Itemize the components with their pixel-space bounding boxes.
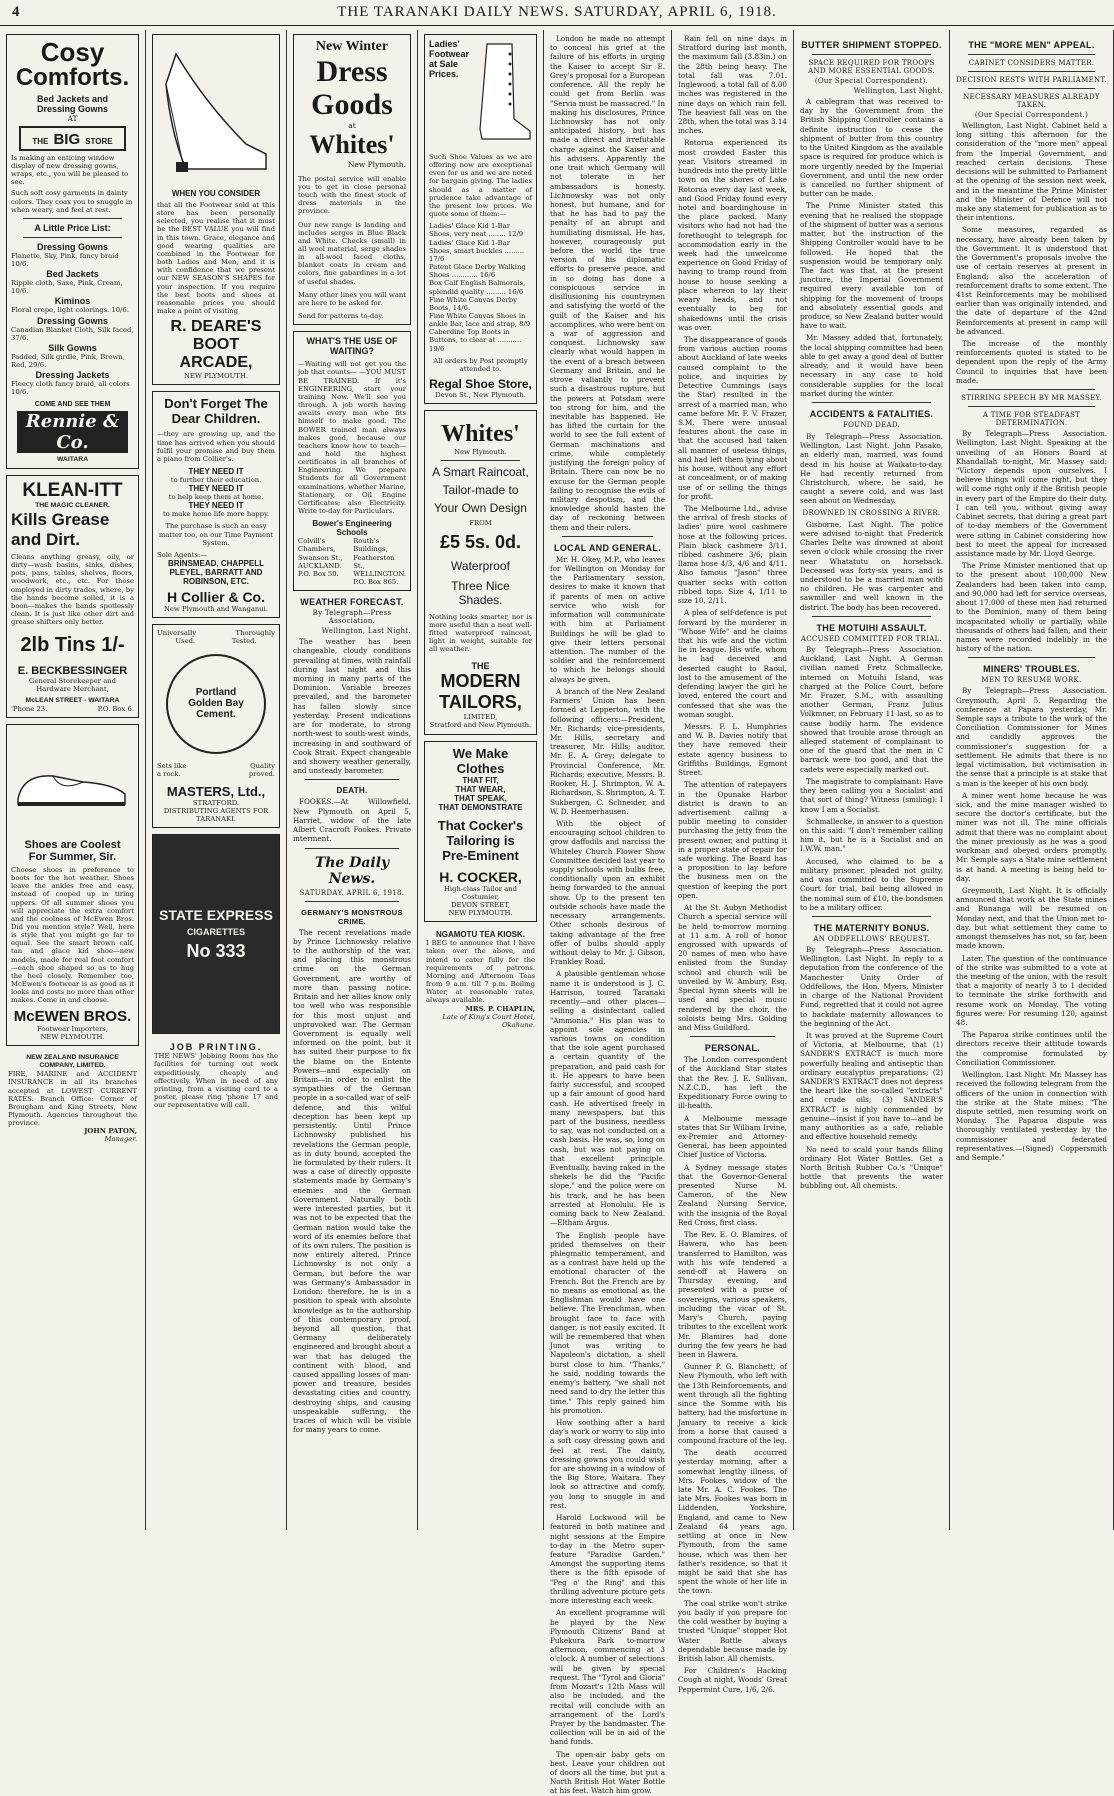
state-express-brand: STATE EXPRESS — [159, 906, 273, 923]
column-1 — [0, 30, 146, 1530]
job-printing-ad: JOB PRINTING. THE NEWS' Jobbing Room has the facilities for turning out work expeditiously, cheaply and effectively. When in need of any printing, from a visiting card to a poster, please ring 'phone 17 and our representative will call. — [154, 1042, 278, 1110]
maternity-heading: THE MATERNITY BONUS. — [813, 922, 930, 933]
weather-heading: WEATHER FORECAST. — [300, 597, 404, 608]
column-4 — [418, 30, 544, 1530]
butter-heading: BUTTER SHIPMENT STOPPED. — [801, 40, 942, 50]
price-list: Dressing Gowns Flanette, Sky, Pink, fancy braid 10/6. Bed Jackets Ripple cloth, Saxe, Pink, Cream, 10/6. Kiminos Floral crepe, light colorings. 10/6. Dressing Gowns Canadian Blanket Cloth, Silk faced, 37/6. Silk Gowns Padded, Silk girdle, Pink, Brown, Red, 29/6. Dressing Jackets Fleecy cloth fancy braid, all colors 10/6. — [11, 241, 134, 397]
deare-body: that all the Footwear sold at this store has been personally selected, you realise that it must be the BEST VALUE you will find in this town. Grace, elegance and good wearing qualities are combined in the Footwear for both Ladies and Men, and it is with confidence that we present our NEW SEASON'S SHAPES for your inspection. If you require the best boots and shoes at reasonable prices you should make a point of visiting — [157, 201, 275, 316]
mcewen-tag: Footwear Importers, — [36, 1024, 109, 1033]
collier-towns: New Plymouth and Wanganui. — [164, 605, 268, 614]
cosy-intro: Is making an enticing window display of new dressing gowns, wraps, etc., you will be pleased to see. — [11, 153, 129, 187]
masthead-title: THE TARANAKI DAILY NEWS. SATURDAY, APRIL 6, 1918. — [337, 4, 777, 20]
motuihi-heading: THE MOTUIHI ASSAULT. — [816, 622, 927, 633]
insurance-ad — [6, 1052, 139, 1146]
mcewen-ad — [6, 724, 139, 1046]
modern-tailors-name: MODERN — [440, 671, 521, 692]
masthead — [0, 0, 1114, 26]
insurance-body: FIRE, MARINE and ACCIDENT INSURANCE in all its branches accepted at LOWEST CURRENT RATES. Branch Office: Corner of Brougham and King Streets, New Plymouth. Agencies throughout the province. — [8, 1070, 137, 1128]
more-men-body: Wellington, Last Night. Cabinet held a long sitting this afternoon for the consideration of the "more men" appeal from the Imperial Government, and reached certain decisions. These decisions will be submitted to Parliament at the opening of the session next week, and in the meantime the Prime Minister and the Minister of Defence will not make any statement for publication as to their intentions. Some measures, regarded as necessary, have already been taken by the Government. It is understood that the Government's proposals involve the use of certain reserves at present in England; also the acceleration of reinforcement drafts to some extent. The 41st Reinforcements may be mobilised earlier than was originally intended, and the date of departure of the 42nd Reinforcements at present in camp will be advanced. The increase of the monthly reinforcements quoted is stated to be dependent upon the reply of the Army Council to inquiries that have been made. — [956, 121, 1107, 385]
bowers-title: WHAT'S THE USE OF WAITING? — [306, 336, 398, 357]
state-express-number: No 333 — [186, 940, 246, 961]
daily-news-nameplate: The Daily News. — [314, 854, 390, 887]
come-see: COME AND SEE THEM — [34, 400, 111, 408]
cosy-intro-2: Such soft cosy garments in dainty colors. They coax you to snuggle in when weary, and feel at rest. — [11, 189, 133, 214]
big-store-logo: THE BIG STORE — [19, 126, 126, 151]
collier-title-1: Don't Forget The — [164, 396, 268, 412]
accidents-heading: ACCIDENTS & FATALITIES. — [809, 409, 934, 419]
whites-name-2: Whites' — [441, 421, 520, 448]
kills-grease: Kills Grease — [11, 509, 110, 529]
shoe-illustration — [11, 729, 134, 839]
motuihi-body: By Telegraph—Press Association. Auckland, Last Night. A German civilian named Fretz Schmallecke, interned on Motuihi Island, was charged at the Police Court, before Mr. Frazer, S.M., with assaulting another German, Franz Julius Volkmner, on February 11 last, so as to cause bodily harm. The evidence showed that trouble arose through an alleged statement of complainant to one of the guard that the men in C barrack were too good, and that the cadets were especially marked out. The magistrate to complainant: Have they been calling you a Socialist and that sort of thing? Witness (smiling): I know I am a Socialist. Schmallecke, in answer to a question on this said: "I don't remember calling him it, but he is a Socialist and an I.W.W. man." Accused, who claimed to be a military prisoner, pleaded not guilty, and was committed to the Supreme Court for trial, bail being allowed in the nominal sum of £10, the bondsmen to be a military officer. — [800, 644, 943, 912]
collier-purchase: The purchase is such an easy matter too, on our Time Payment System. — [158, 522, 274, 547]
whites-name: Whites' — [309, 130, 395, 160]
cocker-title: We Make Clothes — [452, 745, 509, 776]
mcewen-title-2: For Summer, Sir. — [28, 850, 117, 863]
massey-heading: STIRRING SPEECH BY MR MASSEY. — [961, 394, 1102, 403]
miners-heading: MINERS' TROUBLES. — [983, 664, 1080, 675]
and-dirt: and Dirt. — [11, 529, 80, 549]
column-7: BUTTER SHIPMENT STOPPED. SPACE REQUIRED FOR TROOPS AND MORE ESSENTIAL GOODS. (Our Special Correspondent). Wellington, Last Night. A cablegram that was received to-day by the Government from the British Shipping Controller contains a definite instruction to cease the shipment of butter from this country to the United Kingdom as the available space is required for produce which is more urgently needed by the Imperial Government, and until the new order is cancelled no further shipment of butter can be made. The Prime Minister stated this evening that he realised the stoppage of the shipment of butter was a serious matter, but the instruction of the Shipping Controller would have to be followed. He hoped that the suspension would be temporary only. The fact was that, at the present juncture, the Imperial Government required every available ton of shipping for the movement of troops and absolutely essential goods and produce, so New Zealand butter would have to wait. Mr. Massey added that, fortunately, the local shipping committee had been able to get away a good deal of butter already, and it would have been necessary in any case to hold considerable supplies for the local market during the winter. ACCIDENTS & FATALITIES. FOUND DEAD. By Telegraph—Press Association. Wellington, Last Night. John Pasako, an elderly man, married, was found dead in his house at Waikato-to-day. He had recently returned from Christchurch, where, he said, he caught a severe cold, and was last seen about on Wednesday. DROWNED IN CROSSING A RIVER. Gisborne, Last Night. The police were advised to-night that Frederick Charles Delte was drowned at about seven o'clock while crossing the river near Whatatutu on horseback. Deceased was forty-six years, and is understood to be a married man with no children. He was carpenter and sawmiller and well known in the district. The body has been recovered. THE MOTUIHI ASSAULT. ACCUSED COMMITTED FOR TRIAL. By Telegraph—Press Association. Auckland, Last Night. A German civilian named Fretz Schmallecke, interned on Motuihi Island, was charged at the Police Court, before Mr. Frazer, S.M., with assaulting another German, Franz Julius Volkmner, on February 11 last, so as to cause bodily harm. The evidence showed that trouble arose through an alleged statement of complainant to one of the guard that the men in C barrack were too good, and that the cadets were especially marked out. The magistrate to complainant: Have they been calling you a Socialist and that sort of thing? Witness (smiling): I know I am a Socialist. Schmallecke, in answer to a question on this said: "I don't remember calling him it, but he is a Socialist and an I.W.W. man." Accused, who claimed to be a military prisoner, pleaded not guilty, and was committed to the Supreme Court for trial, bail being allowed in the nominal sum of £10, the bondsmen to be a military officer. THE MATERNITY BONUS. AN ODDFELLOWS' REQUEST. By Telegraph—Press Association. Wellington, Last Night. In reply to a deputation from the conference of the Manchester Unity Order of Oddfellows, the Hon. Myers, Minister in charge of the National Provident Fund, regretted that it could not agree to backdate maternity allowances to the beginning of the Act. It was proved at the Supreme Court of Victoria, at Melbourne, that (1) SANDER'S EXTRACT is much more powerfully healing and antiseptic than ordinary eucalyptus preparations; (2) SANDER'S EXTRACT does not depress the heart like the so-called "extracts" and crude oils; (3) SANDER'S EXTRACT is highly commended by genuine—insist if you have to—and be many authorities as a safe, reliable and effective household remedy. No need to scald your hands filling ordinary Hot Water Bottles. Get a North British Rubber Co.'s "Unique" bottle that prevents the water bubbling out. All chemists. — [794, 30, 950, 1530]
mcewen-town: NEW PLYMOUTH. — [40, 1032, 105, 1041]
mcewen-name: McEWEN BROS. — [13, 1007, 132, 1025]
cocker-ad: We Make Clothes THAT FIT, THAT WEAR, THAT SPEAK, THAT DEMONSTRATE That Cocker's Tailoring is Pre-Eminent H. COCKER, High-class Tailor and Costumier, DEVON STREET, NEW PLYMOUTH. — [424, 741, 537, 923]
klean-contact: 'Phone 23. P.O. Box 6. — [11, 704, 134, 713]
accidents-body: FOUND DEAD. By Telegraph—Press Association. Wellington, Last Night. John Pasako, an elderly man, married, was found dead in his house at Waikato-to-day. He had recently returned from Christchurch, where, he said, he caught a severe cold, and was last seen about on Wednesday. DROWNED IN CROSSING A RIVER. Gisborne, Last Night. The police were advised to-night that Frederick Charles Delte was drowned at about seven o'clock while crossing the river near Whatatutu on horseback. Deceased was forty-six years, and is understood to be a married man with no children. He was carpenter and sawmiller and well known in the district. The body has been recovered. — [800, 421, 943, 612]
maternity-body: By Telegraph—Press Association. Wellington, Last Night. In reply to a deputation from the conference of the Manchester Unity Order of Oddfellows, the Hon. Myers, Minister in charge of the National Provident Fund, regretted that it could not agree to backdate maternity allowances to the beginning of the Act. It was proved at the Supreme Court of Victoria, at Melbourne, that (1) SANDER'S EXTRACT is much more powerfully healing and antiseptic than ordinary eucalyptus preparations; (2) SANDER'S EXTRACT does not depress the heart like the so-called "extracts" and crude oils; (3) SANDER'S EXTRACT is highly commended by genuine—insist if you have to—and be many authorities as a safe, reliable and effective household remedy. No need to scald your hands filling ordinary Hot Water Bottles. Get a North British Rubber Co.'s "Unique" bottle that prevents the water bubbling out. All chemists. — [800, 944, 943, 1191]
mcewen-title-1: Shoes are Coolest — [24, 838, 121, 851]
miners-body: By Telegraph—Press Association. Greymouth, April 5. Regarding the conference at Papara yesterday, Mr. Semple says a tribute to the work of the Conciliation Commissioner for Mines and candidly approves the commissioner's suggestion for a settlement. He admits that there is no legal victimisation, but victimisation in the sense that a principle is at stake that a man is the keeper of his own body. A miner went home because he was sick, and the mine manager wished to secure the doctor's certificate, but the miner was not ill. The mine officials admit that there was no complaint about the miner previously as he was a good workman and obeyed orders promptly. Mr. Semple says a State mine settlement is at hand. A meeting is being held to-day. Greymouth, Last Night. It is officially announced that work at the State mines and Runanga will be resumed on Monday next, and that the Union met to-day, but what settlement they came to amongst themselves has not, so far, been made known. Later. The question of the continuance of the strike was submitted to a vote at the meeting of the union, with the result that a majority of nearly 3 to 1 decided to terminate the strike forthwith and resume work on Monday. The voting figures were: For resuming 120, against 48. The Paparoa strike continues until the directors receive their attitude towards the compromise formulated by Conciliation Commissioner. Wellington, Last Night. Mr. Massey has received the following telegram from the officers of the union in connection with the strike at the State mines: "The dispute settled, men resuming work on Monday. The Paparoa dispute was thoroughly ventilated yesterday by the commissioner and federated representatives.—(Signed) Coppersmith and Semple." — [956, 686, 1107, 1163]
insurance-agent: JOHN PATON, — [84, 1127, 137, 1136]
massey-body: By Telegraph—Press Association. Wellington, Last Night. Speaking at the unveiling of an Honors Board at Khandallah to-night, Mr. Massey said: "Victory depends upon ourselves. I believe things will come right, but they will come right only if the British people in every part of the Empire do their duty. I can tell you, without giving away Cabinet secrets, that during a great part of to-day members of the Government were sitting in Cabinet considering how best to meet the appeal for increased assistance made by Mr. Lloyd George. The Prime Minister mentioned that up to the present about 100,000 New Zealanders had been taken into camp, and 90,000 had left for service overseas, about 17,000 of these men had returned to the Dominion, many of them being incapacitated wholly or partially, while thousands of others had fallen, and their names were recorded indelibly in the history of the nation. — [956, 429, 1107, 654]
masters-name: MASTERS, Ltd., — [166, 783, 266, 799]
mcewen-body: Choose shoes in preference to boots for the hot weather. Shoes leave the ankles free and easy, instead of cooped up in tiring uppers. Of all summer shoes you will appreciate the extra comfort and the coolness of McEwen Bros. Did you mention style? Well, here is style that you might go far to equal. See the smart brown calf, tan and glace kid shoe—new models, made for real foot comfort—each shoe shaped so as to hug the heel closely. Remember too, McEwen's footwear is as good as it looks and costs no more than other makes. Come in and choose. — [11, 865, 134, 1005]
klean-address: McLEAN STREET - WAITARA — [25, 696, 120, 704]
whites-dress-ad: New Winter Dress Goods at Whites' New Plymouth. The postal service will enable you to get in close personal touch with the finest stock of dress materials in the province. Our new range is landing and includes serges in Blue Black and White. Checks (small) in all wool material, serge shades in all-wool faced cloths, blanket coats in cream and colors, fine gabardines in a lot of useful shades. Many other lines you will want are here to be asked for. Send for patterns to-day. — [293, 34, 411, 325]
editorial-body: The recent revelations made by Prince Lichnowsky relative to the authorship of the war, and placing this monstrous crime on the German Government, are worthy of more than passing notice. Britain and her allies know only too well who was responsible for this most unjust and unprovoked war. The German Government is equally well informed on the point, but it has suited their purpose to fix the blame on the Entente Powers—and especially on Britain—in order to enlist the sympathies of the German people in a so-called war of self-defence, and this wilful deception has been kept up persistently. Until Prince Lichnowsky published his revelations the German people, as in duty bound, accepted the lie formulated by their rulers. It was a case of directly opposite statements made by Germany's enemies and the German Government. Naturally both were interested parties, but it was not to be expected that the German nation would take the word of its enemies before that of its own rulers. The position is now entirely altered. Prince Lichnowsky is not only a German, but before the war was Germany's Ambassador in London; therefore, he is in a position to speak with absolute knowledge as to the authorship of this contemporary proof, beyond all question, that Germany deliberately engineered and brought about a war that has deluged the continent with blood, and caused appalling losses of man-power and treasure, besides devastating cities and country, destroying ships, and causing unspeakable suffering, the traces of which will be visible for many years to come. — [293, 927, 411, 1435]
klean-seller-desc: General Storekeeper and Hardware Merchant, — [29, 677, 116, 694]
klean-tins: 2lb Tins 1/- — [20, 634, 125, 657]
cocker-name: H. COCKER, — [439, 868, 522, 885]
rennie-logo: Rennie & Co. — [17, 411, 128, 453]
ladies-shoe-icon — [156, 44, 276, 184]
local-general-body: Mr. H. Okey, M.P., who leaves for Wellington on Monday for the Parliamentary session, desires to make it known that if parents of men on active service who wish for information will communicate with him at Parliament Buildings he will be glad to give their letters personal attention. The number of the soldier and the reinforcement to which he belongs should always be given. A branch of the New Zealand Farmers' Union has been formed at Lepperton, with the following officers:—President, Mr. Richards; vice-presidents, Mr. Hills, secretary and treasurer, Mr. Hills; auditor, Mr. E. A. Grey; delegate to Provincial Conference, Mr. Richards; executive, Messrs. B. Rooker, H. J. Shrimpton, W. A. Richardson, S. Shrimpton, A. T. Sukbergen, C. Schneider, and W. D. Heemerhausen. With the object of encouraging school children to grow daffodils and narcissi the Whiteley Church Flower Show Committee decided last year to supply schools with bulbs free, conditionally upon an exhibit being forwarded to the annual show. Up to the present ten outside schools have made the necessary arrangements. Other schools desirous of taking advantage of the free offer of bulbs should apply without delay to Mr. J. Gibson, Frankley Road. A plausible gentleman whose name it is understood is J. C. Harrison, toured Taranaki recently—and other places—selling a disinfectant called "Ammonia." His plan was to appoint sole agencies in various towns on condition that the sole agent purchased a certain quantity of the preparation, and paid cash for it. He appears to have been fairly successful, and scooped up a fair amount of good hard cash. He advertised freely in many newspapers, but this part of the business, needless to say, was not conducted on a cash basis. He was, so, long on cash, but was not paying on that excellent principle. Eventually, having raked in the shekels he did the "Pacific slope," and the police were on his track, and he has been arrested at Honolulu. He is coming back to New Zealand.—Eltham Argus. The English people have prided themselves on their phlegmatic temperament, and as a contrast have held up the emotional character of the French. But the French are by no means as emotional as the Englishman would have one believe. The Frenchman, when brought face to face with danger, is not easily excited. It will be remembered that when Junot was writing to Napoleon's dictation, a shell burst close to him. "Thanks," he said, nodding towards the enemy's battery, "we shall not need sand to dry the letter this time." This reply gained him his promotion. How soothing after a hard day's work or worry to slip into a soft cosy dressing gown and feel at rest. The dainty, dressing gowns you could wish for are showing in a window of the Big Store, Waitara. They look so attractive and comfy, you long to snuggle in and rest. Harold Lockwood will be featured in both matinee and night sessions at the Empire to-day in the Metro super-feature "Paradise Garden." Amongst the supporting items there is the fifth episode of "Peg o' the Ring" and this thrilling adventure picture gets more interesting each week. An excellent programme will be played by the New Plymouth Citizens' Band at Pukekura Park to-morrow afternoon, commencing at 3 o'clock. A number of selections will be given by special request. The "Tyrol and Gloria" from Mozart's 12th Mass will also be included, and the recital will conclude with an arrangement of the Lord's Prayer by the bandmaster. The collection will be in aid of the band funds. The open-air baby gets on best. Leave your children out of doors all the time, but put a North British Hot Water Bottle at his feet. Watch him grow. — [550, 554, 665, 1796]
column-2 — [146, 30, 287, 1530]
cosy-sub-1: Bed Jackets and — [36, 94, 109, 105]
local-general-heading: LOCAL AND GENERAL. — [554, 542, 661, 553]
deare-name-2: BOOT — [192, 336, 240, 354]
collier-ad: Don't Forget The Dear Children. —they are growing up, and the time has arrived when you should fulfil your promise and buy them a piano from Collier's. THEY NEED IT to further their education. THEY NEED IT to help keep them at home. THEY NEED IT to make home life more happy. The purchase is such an easy matter too, on our Time Payment System. Sole Agents:— BRINSMEAD, CHAPPELL PLEYEL, BARRATT AND ROBINSON, ETC. H Collier & Co. New Plymouth and Wanganui. — [152, 391, 280, 618]
bowers-ad: WHAT'S THE USE OF WAITING? —Waiting will not get you the job that counts— —YOU MUST BE TRAINED. If it's ENGINEERING, start your training Now. We'll see you through. A job worth having awaits every man who fits himself to make good. The BOWER trained man always makes good, because our teachers know how to teach—and hold the highest certificates in all branches of Engineering. We prepare Students for all Government examinations, whether Marine, Stationary, or Oil Engine Certificates; also Electricity. Write to-day for Particulars. Bower's Engineering Schools Colvill's Chambers, Swanson St., AUCKLAND. P.O. Box 50. Routh's Buildings, Featherston St., WELLINGTON. P.O. Box 865. — [293, 331, 411, 591]
rennie-waitara: WAITARA — [56, 455, 89, 463]
klean-itt-ad — [6, 475, 139, 718]
insurance-title: NEW ZEALAND INSURANCE COMPANY, LIMITED. — [26, 1053, 119, 1070]
column-6 — [672, 30, 794, 1694]
collier-title-2: Dear Children. — [171, 411, 261, 427]
column-3: New Winter Dress Goods at Whites' New Plymouth. The postal service will enable you to get in close personal touch with the finest stock of dress materials in the province. Our new range is landing and includes serges in Blue Black and White. Checks (small) in all wool material, serge shades in all-wool faced cloths, blanket coats in cream and colors, fine gabardines in a lot of useful shades. Many other lines you will want are here to be asked for. Send for patterns to-day. WHAT'S THE USE OF WAITING? —Waiting will not get you the job that counts— —YOU MUST BE TRAINED. If it's ENGINEERING, start your training Now. We'll see you through. A job worth having awaits every man who fits himself to make good. The BOWER trained man always makes good, because our teachers know how to teach—and hold the highest certificates in all branches of Engineering. We prepare Students for all Government examinations, whether Marine, Stationary, or Oil Engine Certificates; also Electricity. Write to-day for Particulars. Bower's Engineering Schools Colvill's Chambers, Swanson St., AUCKLAND. P.O. Box 50. Routh's Buildings, Featherston St., WELLINGTON. P.O. Box 865. WEATHER FORECAST. By Telegraph—Press Association. Wellington, Last Night. The weather has been changeable, cloudy conditions prevailing at times, with rainfall during last night and this morning in many parts of the Dominion. Variable breezes prevailed, and the barometer has fallen slowly since yesterday. Present indications are for moderate, to strong north-west to south-west winds, increasing in and southward of Cook Strait. Expect changeable and showery weather generally, and unsteady barometer. DEATH. FOOKES.—At Willowfield, New Plymouth on April 5, Harriet, widow of the late Albert Cracroft Fookes. Private interment. The Daily News. SATURDAY, APRIL 6, 1918. GERMANY'S MONSTROUS CRIME. The recent revelations made by Prince Lichnowsky relative to the authorship of the war, and placing this monstrous crime on the German Government, are worthy of more than passing notice. Britain and her allies know only too well who was responsible for this most unjust and unprovoked war. The German Government is equally well informed on the point, but it has suited their purpose to fix the blame on the Entente Powers—and especially on Britain—in order to enlist the sympathies of the German people in a so-called war of self-defence, and this wilful deception has been kept up persistently. Until Prince Lichnowsky published his revelations the German people, as in duty bound, accepted the lie formulated by their rulers. It was a case of directly opposite statements made by Germany's enemies and the German Government. Naturally both were interested parties, but it was not to be expected that the German nation would take the word of its enemies before that of its own rulers. The position is now entirely altered. Prince Lichnowsky is not only a German, but before the war was Germany's Ambassador in London; therefore, he is in a position to speak with absolute knowledge as to the authorship of this contemporary proof, beyond all question, that Germany deliberately engineered and brought about a war that has deluged the continent with blood, and caused appalling losses of man-power and treasure, besides devastating cities and country, destroying ships, and causing unspeakable suffering, the traces of which will be visible for many years to come. — [287, 30, 418, 1530]
klean-body: Cleans anything greasy, oily, or dirty—wash basins, sinks, dishes, pots, pans, tables, shelves, floors, woodwork, etc., etc. For those employed in dirty trades, where, by the hands become soiled, it is a boon—makes the hands spotlessly clean. It is just like other dirt and grease shifters only better. — [11, 552, 134, 627]
klean-sub: THE MAGIC CLEANER. — [35, 501, 110, 509]
shoe-illustration-2 — [157, 39, 275, 189]
deare-name-3: ARCADE, — [179, 354, 253, 372]
cement-seal: Portland Golden Bay Cement. — [166, 654, 266, 754]
deare-when: WHEN YOU CONSIDER — [171, 189, 261, 198]
button-boot-icon — [472, 39, 532, 149]
klean-seller: E. BECKBESSINGER — [17, 665, 128, 678]
death-notice: FOOKES.—At Willowfield, New Plymouth on April 5, Harriet, widow of the late Albert Cracroft Fookes. Private interment. — [293, 797, 411, 844]
personal-heading: PERSONAL. — [704, 1043, 761, 1054]
column-5 — [544, 30, 672, 1796]
deare-ad — [152, 34, 280, 385]
shoe-icon — [13, 754, 133, 814]
deare-name-1: R. DEARE'S — [170, 318, 262, 336]
bowers-name: Bower's Engineering Schools — [312, 519, 392, 538]
insurance-role: Manager. — [104, 1135, 137, 1144]
price-list-title: A Little Price List: — [34, 222, 111, 233]
editorial-heading: GERMANY'S MONSTROUS CRIME. — [301, 907, 403, 926]
cosy-sub-2: Dressing Gowns — [36, 104, 108, 115]
whites-raincoat-ad: Whites' New Plymouth. A Smart Raincoat, Tailor-made to Your Own Design FROM £5 5s. 0d. Waterproof Three Nice Shades. Nothing looks smarter, nor is more useful than a neat well-fitted waterproof raincoat, light in weight, suitable for all weather. THE MODERN TAILORS, LIMITED, Stratford and New Plymouth. — [424, 410, 537, 734]
raincoat-price: £5 5s. 0d. — [439, 531, 522, 552]
cosy-title: Cosy — [40, 37, 105, 67]
local-general-continuation: Rain fell on nine days in Stratford during last month, the maximum fall (3.83in.) on the 28th being heavy. The total fall was 7.01. Inglewood, a total fall of 8.00 inches was registered in the nine days on which rain fell. The heaviest fall was on the 28th, when the total was 3.14 inches. Rotorua experienced its most crowded Easter this year. Visitors streamed in hundreds into the pretty little town on the shores of Lake Rotorua every day last week, and Good Friday found every hotel and boardinghouse in the place packed. Many visitors who had not had the forethought to telegraph for accommodation early in the week had the unwelcome experience on Good Friday of having to tramp round from house to house seeking a place whereon to lay their weary heads, and not eventually to beg for shakedowns until the crisis was over. The disappearance of goods from various auction rooms about Auckland of late weeks caused complaint to the police, and inquiries by Detective Cummings (says the Star) resulted in the arrest of a married man, who came before Mr. F. V. Frazer, S.M. There were unusual features about the case in that the accused had taken all manner of useless things, and had left them lying about his house, without any effort at concealment, or of making use of or selling the things for profit. The Melbourne Ltd., advise the arrival of fresh stocks of ladies' pure wool cashmere hose at the following prices. Plain black cashmere 3/11, ribbed cashmere 3/6; plain llama hose 4/3, 4/6 and 4/11. Also famous "Jason" three quarter socks with cotton ribbed tops. Size 4, 1/11 to size 10, 2/11. A plea of self-defence is put forward by the murderer in "Whose Wife" and he claims that his wife and the victim lie in league. His wife, whom he had deceived and deserted caught to Raoul, lost to the amusement of the defending lawyer the girl he loved, entered the court and confessed that she was the woman sought. Messrs. F. L. Humphries and W. B. Davies notify that they have removed their estate agency business to Griffiths Buildings, Egmont Street. The attention of ratepayers in the Opunake Harbor district is drawn to an advertisement calling a public meeting to consider purchasing the jetty from the present owner, and putting it in a proper state of repair for safe working. The Board has a proposition to lay before the business men on the question of keeping the port open. At the St. Aubyn Methodist Church a special service will be held to-morrow morning at 11 a.m. A roll of honor engrossed with upwards of 20 names of men who have enlisted from the Sunday school and church will be unveiled by W. Ambury, Esq. Special hymn sheets will be used and special music rendered by the choir, the soloists being Mrs. Golding and Miss Guildford. — [678, 34, 787, 1032]
page-number: 4 — [12, 4, 21, 20]
collier-brands: BRINSMEAD, CHAPPELL PLEYEL, BARRATT AND ROBINSON, ETC. — [167, 559, 264, 587]
kiosk-ad: NGAMOTU TEA KIOSK. I BEG to announce that I have taken over the above, and intend to cater fully for the requirements of patrons. Morning and Afternoon Teas from 9 a.m. till 7 p.m. Boiling Water, at reasonable rates, always available. MRS. P. CHAPLIN, Late of King's Court Hotel, Okahune. — [426, 930, 535, 1029]
state-express-ad: STATE EXPRESS CIGARETTES No 333 — [152, 834, 280, 1034]
goods-title: Goods — [311, 88, 393, 121]
dress-title: Dress — [316, 55, 388, 88]
editorial-continuation: London he made no attempt to conceal his grief at the failure of his efforts in urging the Kaiser to accept Sir E. Grey's proposal for a European conference. All the reply he could get from Berlin was "Servia must be massacred." In making his disclosures, Prince Lichnowsky has not only anticipated history, but has made a direct and irrefutable charge against the Kaiser and his advisers. Apparently the one trait which Germany will not tolerate in her ambassadors is honesty. Lichnowsky was not only honest, but humane, and for that he has had to pay the penalty of an abrupt and humiliating dismissal. He has, however, courageously put before the world the true version of his diplomatic efforts to preserve peace, and in so doing has done a conspicuous service in disillusioning his countrymen and satisfying the world of the guilt of the Kaiser and his accomplices, who were bent on a war of aggression and conquest. Lichnowsky saw clearly what would happen in the event of a breach between Germany and Britain, and he strove valiantly to prevent such a disastrous rupture, but the powers at Potsdam were too strong for him, and the inevitable has happened. He has lifted the curtain for the world to see the full extent of German machinations and crime, while completely justifying the foreign policy of Britain. There can now be no excuse for the German people failing to recognise the evils of military despotism, and the knowledge should hasten the day of reckoning between them and their rulers. — [550, 34, 665, 532]
deare-town: NEW PLYMOUTH. — [183, 372, 249, 381]
regal-shoe-ad: Ladies' Footwear at Sale Prices. Such Shoe Values as we are offering now are exceptional even for us and we are noted for bargain giving. The ladies should as a matter of prudence take advantage of the present low prices. We quote some of them:— Ladies' Glace Kid 1-Bar Shoes, very neat ........ 12/9 Ladies' Glace Kid 1-Bar Shoes, smart buckles ......... 17/6 Patent Glace Derby Walking Shoes ............ 16/6 Box Calf English Balmorals, splendid quality ......... 16/6 Fine White Canvas Derby Boots, 14/6. Fine White Canvas Shoes in ankle Bar, lace and strap, 8/9 Caberdine Top Boots in Buttons, to clear at ........... 19/6 All orders by Post promptly attended to. Regal Shoe Store, Devon St., New Plymouth. — [424, 34, 537, 404]
regal-items: Ladies' Glace Kid 1-Bar Shoes, very neat ........ 12/9 Ladies' Glace Kid 1-Bar Shoes, smart buckles ......... 17/6 Patent Glace Derby Walking Shoes ............ 16/6 Box Calf English Balmorals, splendid quality ......... 16/6 Fine White Canvas Derby Boots, 14/6. Fine White Canvas Shoes in ankle Bar, lace and strap, 8/9 Caberdine Top Boots in Buttons, to clear at ........... 19/6 — [429, 222, 531, 353]
regal-name: Regal Shoe Store, — [429, 377, 532, 392]
more-men-heading: THE "MORE MEN" APPEAL. — [968, 40, 1095, 50]
personal-body: The London correspondent of the Auckland Star states that the Rev. J. E. Sullivan, N.Z.C.D., has left the Expeditionary Force owing to ill-health. A Melbourne message states that Sir William Irvine, ex-Premier and Attorney-General, has been appointed Chief Justice of Victoria. A Sydney message states that the Governor-General presented Nurse M. Cameron, of the New Zealand Nursing Service, with the insignia of the Royal Red Cross, first class. The Rev. E. O. Blamires, of Hawera, who has been transferred to Hamilton, was with his wife tendered a send-off at Hawera on Thursday evening, and presented with a purse of sovereigns, various speakers, including the vicar of St. Mary's Church, paying tributes to the excellent work Mr. Blamires had done during the few years he had been in Hawera. Gunner P. G. Blanchett, of New Plymouth, who left with the 13th Reinforcements, and went through all the fighting since the Somme with his battery, had the misfortune in January to receive a kick from a horse that caused a compound fracture of the leg. The death occurred yesterday morning, after a somewhat lengthy illness, of Mrs. Fookes, widow of the late Mr. A. C. Fookes. The late Mrs. Fookes was born in Liddenden, Yorkshire, England, and came to New Zealand 64 years ago, settling at once in New Plymouth, from the same house, which was then her father's residence, so that it might be said that she has spent the whole of her life in the town. The coal strike won't strike you badly if you prepare for the cold weather by buying a trusted "Unique" stopper Hot Water Bottle always dependable because made by British labor. All chemists. For Children's Hacking Cough at night, Woods' Great Peppermint Cure, 1/6, 2/6. — [678, 1055, 787, 1694]
comforts-title: Comforts. — [15, 64, 130, 91]
cosy-at: AT — [67, 114, 78, 124]
column-8: THE "MORE MEN" APPEAL. CABINET CONSIDERS MATTER. DECISION RESTS WITH PARLIAMENT. NECESSARY MEASURES ALREADY TAKEN. (Our Special Correspondent.) Wellington, Last Night. Cabinet held a long sitting this afternoon for the consideration of the "more men" appeal from the Imperial Government, and reached certain decisions. These decisions will be submitted to Parliament at the opening of the session next week, and in the meantime the Prime Minister and the Minister of Defence will not make any statement for publication as to their intentions. Some measures, regarded as necessary, have already been taken by the Government. It is understood that the Government's proposals involve the use of certain reserves at present in England; also the acceleration of reinforcement drafts to some extent. The 41st Reinforcements may be mobilised earlier than was originally intended, and the date of departure of the 42nd Reinforcements at present in camp will be advanced. The increase of the monthly reinforcements quoted is stated to be dependent upon the reply of the Army Council to inquiries that have been made. STIRRING SPEECH BY MR MASSEY. A TIME FOR STEADFAST DETERMINATION. By Telegraph—Press Association. Wellington, Last Night. Speaking at the unveiling of an Honors Board at Khandallah to-night, Mr. Massey said: "Victory depends upon ourselves. I believe things will come right, but they will come right only if the British people in every part of the Empire do their duty. I can tell you, without giving away Cabinet secrets, that during a great part of to-day members of the Government were sitting in Cabinet considering how best to meet the appeal for increased assistance made by Mr. Lloyd George. The Prime Minister mentioned that up to the present about 100,000 New Zealanders had been taken into camp, and 90,000 had left for service overseas, about 17,000 of these men had returned to the Dominion, many of them being incapacitated wholly or partially, while thousands of others had fallen, and their names were recorded indelibly in the history of the nation. MINERS' TROUBLES. MEN TO RESUME WORK. By Telegraph—Press Association. Greymouth, April 5. Regarding the conference at Papara yesterday, Mr. Semple says a tribute to the work of the Conciliation Commissioner for Mines and candidly approves the commissioner's suggestion for a settlement. He admits that there is no legal victimisation, but victimisation in the sense that a principle is at stake that a man is the keeper of his own body. A miner went home because he was sick, and the mine manager wished to secure the doctor's certificate, but the miner was not ill. The mine officials admit that there was no complaint about the miner previously as he was a good workman and obeyed orders promptly. Mr. Semple says a State mine settlement is at hand. A meeting is being held to-day. Greymouth, Last Night. It is officially announced that work at the State mines and Runanga will be resumed on Monday next, and that the Union met to-day, but what settlement they came to amongst themselves has not, so far, been made known. Later. The question of the continuance of the strike was submitted to a vote at the meeting of the union, with the result that a majority of nearly 3 to 1 decided to terminate the strike forthwith and resume work on Monday. The voting figures were: For resuming 120, against 48. The Paparoa strike continues until the directors receive their attitude towards the compromise formulated by Conciliation Commissioner. Wellington, Last Night. Mr. Massey has received the following telegram from the officers of the union in connection with the strike at the State mines: "The dispute settled, men resuming work on Monday. The Paparoa dispute was thoroughly ventilated yesterday by the commissioner and federated representatives.—(Signed) Coppersmith and Semple." — [950, 30, 1114, 1530]
collier-body: —they are growing up, and the time has arrived when you should fulfil your promise and buy them a piano from Collier's. — [157, 430, 275, 463]
klean-title: KLEAN-ITT — [22, 479, 123, 501]
cement-ad: Universally Thoroughly Used. Tested. Portland Golden Bay Cement. Sets like Quality a rock. proved. MASTERS, Ltd., STRATFORD. DISTRIBUTING AGENTS FOR TARANAKI. — [152, 624, 280, 828]
weather-body: The weather has been changeable, cloudy conditions prevailing at times, with rainfall during last night and this morning in many parts of the Dominion. Variable breezes prevailed, and the barometer has fallen slowly since yesterday. Present indications are for moderate, to strong north-west to south-west winds, increasing in and southward of Cook Strait. Expect changeable and showery weather generally, and unsteady barometer. — [293, 637, 411, 776]
collier-name: H Collier & Co. — [166, 589, 265, 606]
butter-body: A cablegram that was received to-day by the Government from the British Shipping Controller contains a definite instruction to cease the shipment of butter from this country to the United Kingdom as the available space is required for produce which is more urgently needed by the Imperial Government, and until the new order is cancelled no further shipment of butter can be made. The Prime Minister stated this evening that he realised the stoppage of the shipment of butter was a serious matter, but the instruction of the Shipping Controller would have to be followed. He hoped that the suspension would be temporary only. The fact was that, at the present juncture, the Imperial Government required every available ton of shipping for the movement of troops and absolutely essential goods and produce, so New Zealand butter would have to wait. Mr. Massey added that, fortunately, the local shipping committee had been able to get away a good deal of butter already, and it would have been necessary in any case to hold considerable supplies for the local market during the winter. — [800, 97, 943, 398]
cosy-comforts-ad — [6, 34, 139, 469]
